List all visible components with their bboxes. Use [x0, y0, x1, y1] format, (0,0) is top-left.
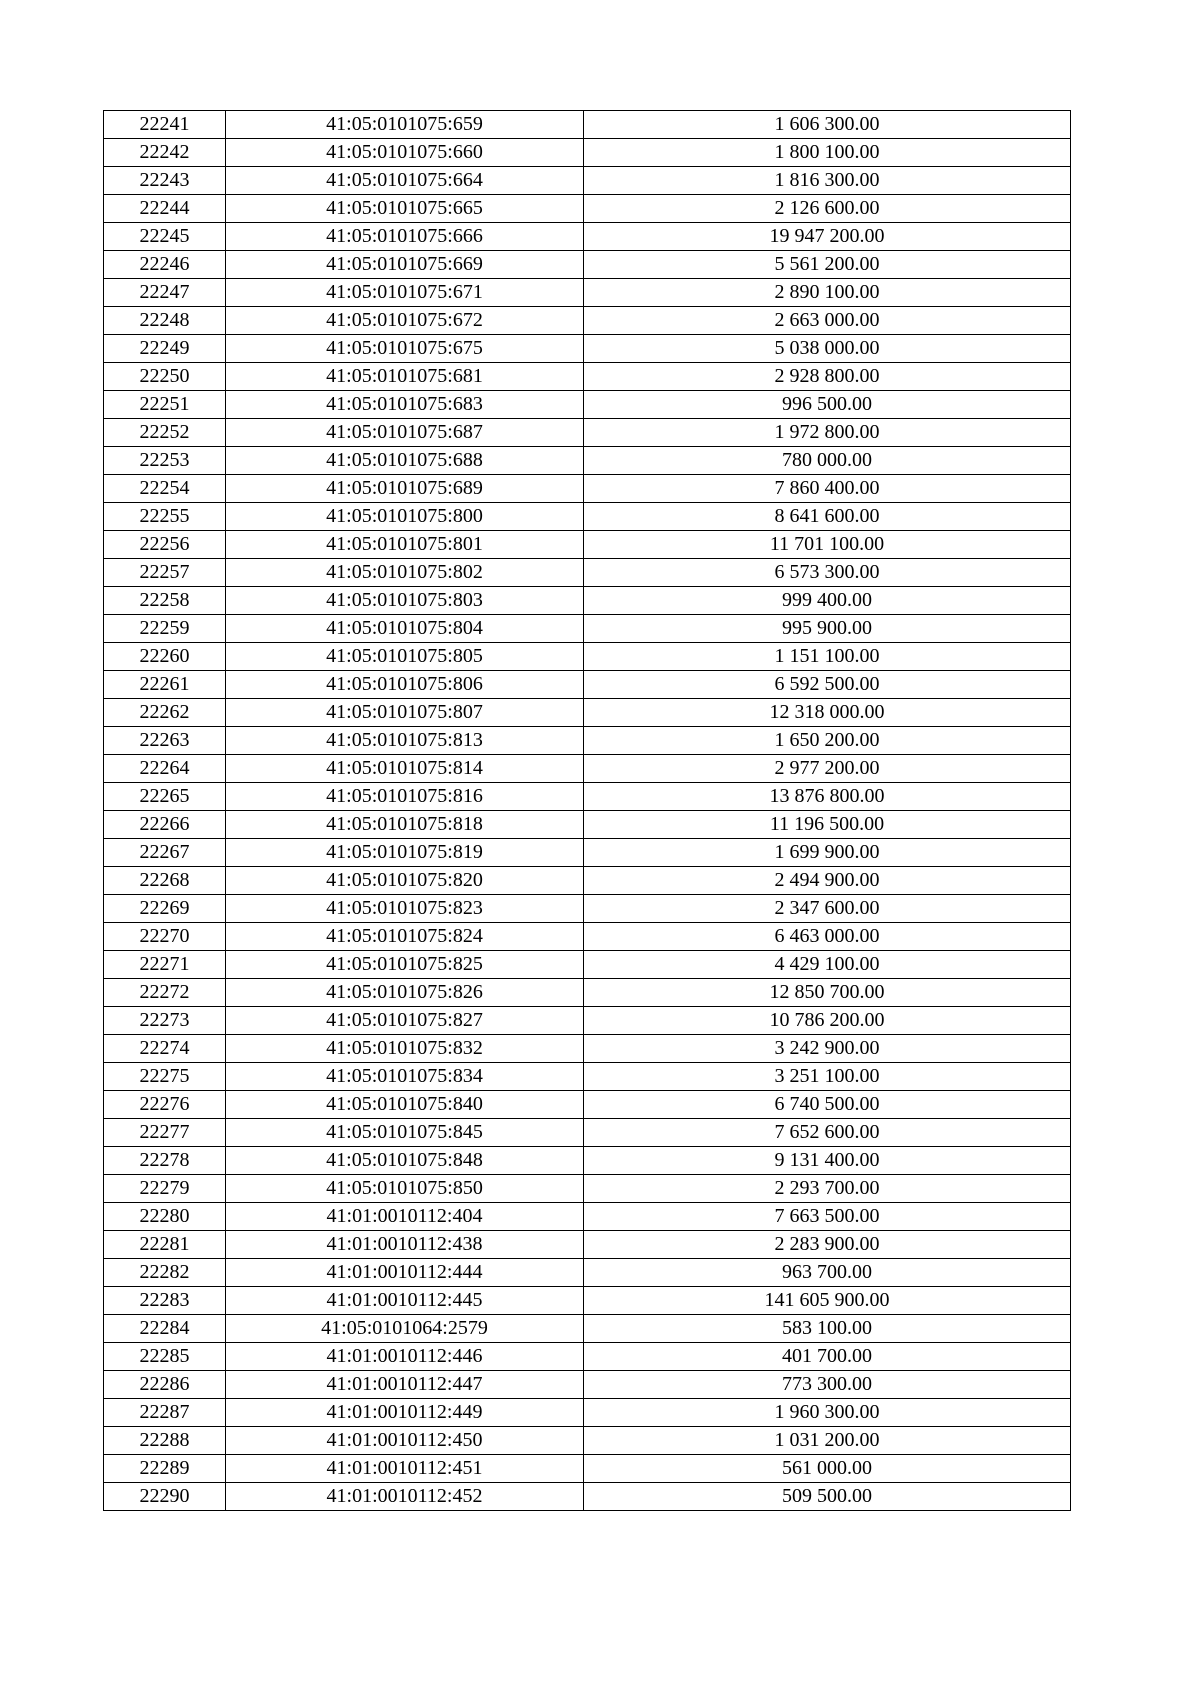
cadastral-number-cell: 41:05:0101075:672	[226, 307, 584, 335]
cadastral-value-cell: 2 494 900.00	[584, 867, 1071, 895]
cadastral-number-cell: 41:05:0101075:665	[226, 195, 584, 223]
table-row	[104, 923, 1071, 951]
cadastral-number-cell: 41:05:0101075:848	[226, 1147, 584, 1175]
cadastral-value-cell: 2 928 800.00	[584, 363, 1071, 391]
cadastral-number-cell: 41:01:0010112:451	[226, 1455, 584, 1483]
cadastral-number-cell: 41:05:0101075:823	[226, 895, 584, 923]
row-number-cell: 22247	[104, 279, 226, 307]
row-number-cell: 22258	[104, 587, 226, 615]
cadastral-number-cell: 41:05:0101075:669	[226, 251, 584, 279]
row-number-cell: 22246	[104, 251, 226, 279]
cadastral-number-cell: 41:05:0101075:840	[226, 1091, 584, 1119]
table-row	[104, 531, 1071, 559]
row-number-cell: 22265	[104, 783, 226, 811]
row-number-cell: 22257	[104, 559, 226, 587]
row-number-cell: 22256	[104, 531, 226, 559]
table-row	[104, 1231, 1071, 1259]
cadastral-number-cell: 41:05:0101075:675	[226, 335, 584, 363]
cadastral-number-cell: 41:05:0101075:845	[226, 1119, 584, 1147]
cadastral-value-cell: 2 283 900.00	[584, 1231, 1071, 1259]
table-row	[104, 559, 1071, 587]
table-row	[104, 195, 1071, 223]
cadastral-number-cell: 41:05:0101075:824	[226, 923, 584, 951]
table-row	[104, 1035, 1071, 1063]
row-number-cell: 22271	[104, 951, 226, 979]
table-row	[104, 1483, 1071, 1511]
row-number-cell: 22278	[104, 1147, 226, 1175]
row-number-cell: 22272	[104, 979, 226, 1007]
cadastral-number-cell: 41:01:0010112:438	[226, 1231, 584, 1259]
table-row	[104, 783, 1071, 811]
row-number-cell: 22273	[104, 1007, 226, 1035]
row-number-cell: 22284	[104, 1315, 226, 1343]
table-row	[104, 951, 1071, 979]
table-row	[104, 447, 1071, 475]
cadastral-value-cell: 8 641 600.00	[584, 503, 1071, 531]
cadastral-value-cell: 11 701 100.00	[584, 531, 1071, 559]
table-row	[104, 1399, 1071, 1427]
cadastral-value-cell: 2 890 100.00	[584, 279, 1071, 307]
table-row	[104, 419, 1071, 447]
row-number-cell: 22268	[104, 867, 226, 895]
cadastral-value-cell: 995 900.00	[584, 615, 1071, 643]
table-row	[104, 1063, 1071, 1091]
row-number-cell: 22287	[104, 1399, 226, 1427]
cadastral-number-cell: 41:05:0101075:800	[226, 503, 584, 531]
row-number-cell: 22245	[104, 223, 226, 251]
cadastral-value-cell: 996 500.00	[584, 391, 1071, 419]
table-row	[104, 1315, 1071, 1343]
cadastral-value-cell: 583 100.00	[584, 1315, 1071, 1343]
row-number-cell: 22264	[104, 755, 226, 783]
table-row	[104, 727, 1071, 755]
table-row	[104, 111, 1071, 139]
cadastral-value-cell: 509 500.00	[584, 1483, 1071, 1511]
cadastral-value-cell: 3 251 100.00	[584, 1063, 1071, 1091]
cadastral-number-cell: 41:05:0101075:850	[226, 1175, 584, 1203]
cadastral-value-cell: 1 606 300.00	[584, 111, 1071, 139]
row-number-cell: 22286	[104, 1371, 226, 1399]
table-row	[104, 139, 1071, 167]
table-row	[104, 503, 1071, 531]
cadastral-value-cell: 7 663 500.00	[584, 1203, 1071, 1231]
cadastral-number-cell: 41:05:0101075:818	[226, 811, 584, 839]
cadastral-value-cell: 5 038 000.00	[584, 335, 1071, 363]
cadastral-value-cell: 10 786 200.00	[584, 1007, 1071, 1035]
row-number-cell: 22277	[104, 1119, 226, 1147]
cadastral-value-cell: 11 196 500.00	[584, 811, 1071, 839]
cadastral-value-cell: 780 000.00	[584, 447, 1071, 475]
table-row	[104, 1371, 1071, 1399]
row-number-cell: 22283	[104, 1287, 226, 1315]
row-number-cell: 22280	[104, 1203, 226, 1231]
cadastral-number-cell: 41:01:0010112:452	[226, 1483, 584, 1511]
cadastral-number-cell: 41:05:0101075:689	[226, 475, 584, 503]
cadastral-number-cell: 41:05:0101075:671	[226, 279, 584, 307]
row-number-cell: 22282	[104, 1259, 226, 1287]
row-number-cell: 22266	[104, 811, 226, 839]
table-row	[104, 1343, 1071, 1371]
row-number-cell: 22279	[104, 1175, 226, 1203]
row-number-cell: 22288	[104, 1427, 226, 1455]
row-number-cell: 22274	[104, 1035, 226, 1063]
cadastral-number-cell: 41:05:0101075:666	[226, 223, 584, 251]
row-number-cell: 22276	[104, 1091, 226, 1119]
row-number-cell: 22263	[104, 727, 226, 755]
row-number-cell: 22248	[104, 307, 226, 335]
row-number-cell: 22241	[104, 111, 226, 139]
table-row	[104, 1427, 1071, 1455]
cadastral-number-cell: 41:05:0101075:660	[226, 139, 584, 167]
cadastral-value-cell: 6 592 500.00	[584, 671, 1071, 699]
row-number-cell: 22270	[104, 923, 226, 951]
cadastral-value-cell: 1 650 200.00	[584, 727, 1071, 755]
table-row	[104, 167, 1071, 195]
table-row	[104, 671, 1071, 699]
table-row	[104, 587, 1071, 615]
row-number-cell: 22253	[104, 447, 226, 475]
cadastral-value-cell: 141 605 900.00	[584, 1287, 1071, 1315]
table-row	[104, 979, 1071, 1007]
cadastral-value-cell: 1 699 900.00	[584, 839, 1071, 867]
table-row	[104, 1203, 1071, 1231]
row-number-cell: 22255	[104, 503, 226, 531]
cadastral-number-cell: 41:05:0101075:687	[226, 419, 584, 447]
cadastral-number-cell: 41:01:0010112:447	[226, 1371, 584, 1399]
table-row	[104, 1455, 1071, 1483]
table-row	[104, 755, 1071, 783]
cadastral-value-cell: 401 700.00	[584, 1343, 1071, 1371]
cadastral-number-cell: 41:05:0101064:2579	[226, 1315, 584, 1343]
table-row	[104, 1259, 1071, 1287]
table-row	[104, 391, 1071, 419]
cadastral-value-cell: 963 700.00	[584, 1259, 1071, 1287]
table-row	[104, 307, 1071, 335]
cadastral-value-cell: 1 960 300.00	[584, 1399, 1071, 1427]
cadastral-value-cell: 1 031 200.00	[584, 1427, 1071, 1455]
cadastral-value-cell: 9 131 400.00	[584, 1147, 1071, 1175]
row-number-cell: 22289	[104, 1455, 226, 1483]
table-row	[104, 1147, 1071, 1175]
cadastral-value-cell: 4 429 100.00	[584, 951, 1071, 979]
cadastral-number-cell: 41:01:0010112:404	[226, 1203, 584, 1231]
cadastral-number-cell: 41:05:0101075:688	[226, 447, 584, 475]
cadastral-number-cell: 41:05:0101075:803	[226, 587, 584, 615]
cadastral-number-cell: 41:05:0101075:804	[226, 615, 584, 643]
cadastral-number-cell: 41:05:0101075:801	[226, 531, 584, 559]
table-row	[104, 363, 1071, 391]
table-row	[104, 699, 1071, 727]
row-number-cell: 22285	[104, 1343, 226, 1371]
row-number-cell: 22252	[104, 419, 226, 447]
cadastral-number-cell: 41:05:0101075:683	[226, 391, 584, 419]
cadastral-number-cell: 41:05:0101075:816	[226, 783, 584, 811]
table-row	[104, 1091, 1071, 1119]
cadastral-number-cell: 41:05:0101075:832	[226, 1035, 584, 1063]
row-number-cell: 22261	[104, 671, 226, 699]
cadastral-number-cell: 41:05:0101075:834	[226, 1063, 584, 1091]
table-row	[104, 1287, 1071, 1315]
table-row	[104, 895, 1071, 923]
cadastral-value-cell: 13 876 800.00	[584, 783, 1071, 811]
cadastral-value-cell: 12 318 000.00	[584, 699, 1071, 727]
cadastral-value-cell: 561 000.00	[584, 1455, 1071, 1483]
cadastral-value-cell: 3 242 900.00	[584, 1035, 1071, 1063]
row-number-cell: 22260	[104, 643, 226, 671]
cadastral-number-cell: 41:05:0101075:805	[226, 643, 584, 671]
row-number-cell: 22267	[104, 839, 226, 867]
cadastral-value-cell: 12 850 700.00	[584, 979, 1071, 1007]
row-number-cell: 22250	[104, 363, 226, 391]
cadastral-number-cell: 41:05:0101075:826	[226, 979, 584, 1007]
table-row	[104, 839, 1071, 867]
cadastral-value-cell: 6 573 300.00	[584, 559, 1071, 587]
cadastral-value-cell: 1 972 800.00	[584, 419, 1071, 447]
table-row	[104, 811, 1071, 839]
cadastral-number-cell: 41:01:0010112:449	[226, 1399, 584, 1427]
cadastral-value-cell: 773 300.00	[584, 1371, 1071, 1399]
cadastral-number-cell: 41:05:0101075:806	[226, 671, 584, 699]
cadastral-value-cell: 1 800 100.00	[584, 139, 1071, 167]
cadastral-value-cell: 2 126 600.00	[584, 195, 1071, 223]
cadastral-value-cell: 5 561 200.00	[584, 251, 1071, 279]
table-row	[104, 335, 1071, 363]
table-row	[104, 279, 1071, 307]
row-number-cell: 22243	[104, 167, 226, 195]
cadastral-value-cell: 19 947 200.00	[584, 223, 1071, 251]
cadastral-value-cell: 1 816 300.00	[584, 167, 1071, 195]
table-row	[104, 867, 1071, 895]
cadastral-value-cell: 6 463 000.00	[584, 923, 1071, 951]
cadastral-value-cell: 999 400.00	[584, 587, 1071, 615]
row-number-cell: 22290	[104, 1483, 226, 1511]
cadastral-number-cell: 41:05:0101075:814	[226, 755, 584, 783]
cadastral-number-cell: 41:05:0101075:813	[226, 727, 584, 755]
table-row	[104, 475, 1071, 503]
cadastral-value-cell: 6 740 500.00	[584, 1091, 1071, 1119]
cadastral-value-table	[103, 110, 1071, 1511]
row-number-cell: 22275	[104, 1063, 226, 1091]
cadastral-number-cell: 41:01:0010112:450	[226, 1427, 584, 1455]
row-number-cell: 22259	[104, 615, 226, 643]
table-row	[104, 615, 1071, 643]
cadastral-value-cell: 7 652 600.00	[584, 1119, 1071, 1147]
cadastral-value-cell: 7 860 400.00	[584, 475, 1071, 503]
table-row	[104, 251, 1071, 279]
cadastral-number-cell: 41:05:0101075:820	[226, 867, 584, 895]
cadastral-number-cell: 41:05:0101075:664	[226, 167, 584, 195]
cadastral-value-cell: 1 151 100.00	[584, 643, 1071, 671]
cadastral-number-cell: 41:05:0101075:825	[226, 951, 584, 979]
table-row	[104, 1119, 1071, 1147]
cadastral-number-cell: 41:05:0101075:681	[226, 363, 584, 391]
row-number-cell: 22251	[104, 391, 226, 419]
cadastral-number-cell: 41:05:0101075:807	[226, 699, 584, 727]
cadastral-number-cell: 41:05:0101075:802	[226, 559, 584, 587]
cadastral-number-cell: 41:01:0010112:444	[226, 1259, 584, 1287]
cadastral-number-cell: 41:05:0101075:827	[226, 1007, 584, 1035]
cadastral-value-cell: 2 293 700.00	[584, 1175, 1071, 1203]
cadastral-value-cell: 2 663 000.00	[584, 307, 1071, 335]
cadastral-value-cell: 2 347 600.00	[584, 895, 1071, 923]
cadastral-number-cell: 41:05:0101075:659	[226, 111, 584, 139]
table-row	[104, 223, 1071, 251]
table-row	[104, 1007, 1071, 1035]
row-number-cell: 22262	[104, 699, 226, 727]
cadastral-number-cell: 41:01:0010112:446	[226, 1343, 584, 1371]
row-number-cell: 22244	[104, 195, 226, 223]
table-row	[104, 643, 1071, 671]
row-number-cell: 22249	[104, 335, 226, 363]
table-body	[104, 111, 1071, 1511]
row-number-cell: 22254	[104, 475, 226, 503]
row-number-cell: 22242	[104, 139, 226, 167]
cadastral-value-cell: 2 977 200.00	[584, 755, 1071, 783]
cadastral-number-cell: 41:05:0101075:819	[226, 839, 584, 867]
row-number-cell: 22269	[104, 895, 226, 923]
cadastral-number-cell: 41:01:0010112:445	[226, 1287, 584, 1315]
row-number-cell: 22281	[104, 1231, 226, 1259]
table-row	[104, 1175, 1071, 1203]
